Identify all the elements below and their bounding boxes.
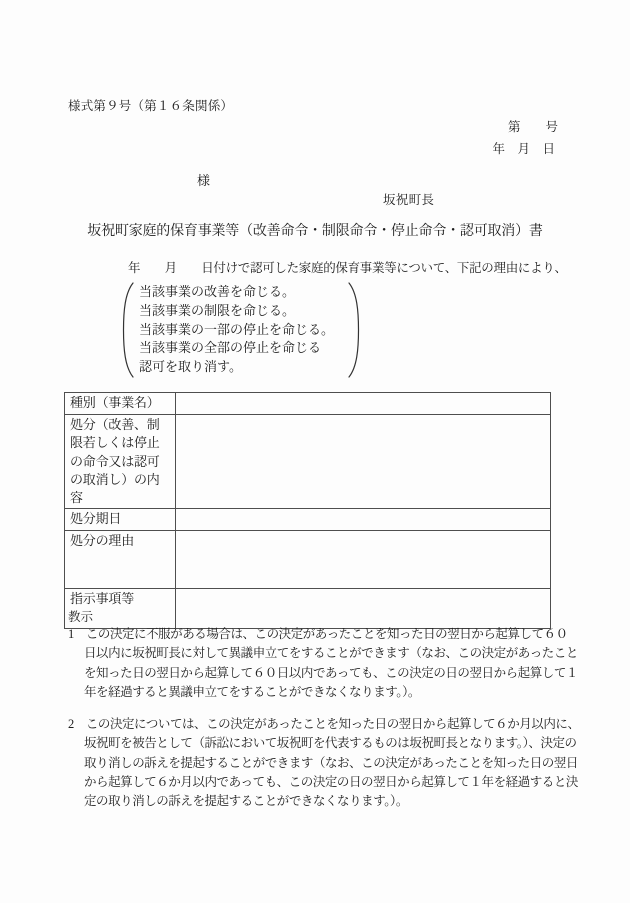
table-row-disposition-reason xyxy=(65,530,551,588)
right-paren-icon xyxy=(347,281,362,379)
option-revoke: 認可を取り消す。 xyxy=(139,359,242,375)
issuer-title: 坂祝町長 xyxy=(383,193,435,207)
disposition-options-group xyxy=(120,281,362,379)
document-date-line: 年 月 日 xyxy=(492,142,555,156)
option-partial-suspend: 当該事業の一部の停止を命じる。 xyxy=(139,321,335,337)
addressee-suffix: 様 xyxy=(197,173,211,188)
table-row-disposition-date xyxy=(65,509,551,530)
option-improve: 当該事業の改善を命じる。 xyxy=(139,284,296,299)
row-value-disposition-content xyxy=(176,415,551,509)
document-number-line: 第 号 xyxy=(507,120,558,134)
row-label-instructions: 指示事項等 xyxy=(65,588,176,628)
table-row-instructions xyxy=(65,588,551,628)
row-label-disposition-content: 処分（改善、制限若しくは停止の命令又は認可の取消し）の内容 xyxy=(65,415,176,509)
notice-p2-line: 定の取り消しの訴えを提起することができなくなります。）。 xyxy=(84,794,408,809)
row-value-type xyxy=(176,393,551,415)
notice-paragraph-1 xyxy=(68,625,580,702)
disposition-table xyxy=(64,392,551,629)
table-row-type xyxy=(65,393,551,415)
option-restrict: 当該事業の制限を命じる。 xyxy=(139,302,296,318)
notice-p2-line: 坂祝町を被告として（訴訟において坂祝町を代表するものは坂祝町長となります。）、決定の xyxy=(84,736,577,751)
notice-p1-line: 1 この決定に不服がある場合は、この決定があったことを知った日の翌日から起算して６０ xyxy=(68,627,568,641)
row-value-disposition-date xyxy=(176,509,551,530)
row-label-type: 種別（事業名） xyxy=(65,393,176,415)
notice-p1-line: 日以内に坂祝町長に対して異議申立てをすることができます（なお、この決定があったこと xyxy=(84,646,578,661)
row-value-instructions xyxy=(176,588,551,628)
notice-p1-line: 年を経過すると異議申立てをすることができなくなります。）。 xyxy=(84,684,420,699)
row-label-disposition-date: 処分期日 xyxy=(65,509,176,530)
disposition-options-list xyxy=(139,283,343,377)
form-number: 様式第９号（第１６条関係） xyxy=(68,99,234,113)
notice-paragraph-2 xyxy=(68,715,580,811)
document-title: 坂祝町家庭的保育事業等（改善命令・制限命令・停止命令・認可取消）書 xyxy=(87,224,543,239)
notice-p2-line: 2 この決定については、この決定があったことを知った日の翌日から起算して６か月以内に、 xyxy=(68,717,580,731)
notice-heading: 教示 xyxy=(68,610,94,624)
notice-p2-line: から起算して６か月以内であっても、この決定の日の翌日から起算して１年を経過すると決 xyxy=(84,774,578,789)
notice-p1-line: を知った日の翌日から起算して６０日以内であっても、この決定の日の翌日から起算して１ xyxy=(84,665,578,680)
row-value-disposition-reason xyxy=(176,530,551,588)
notice-p2-line: 取り消しの訴えを提起することができます（なお、この決定があったことを知った日の翌日 xyxy=(84,755,578,770)
table-row-disposition-content xyxy=(65,415,551,509)
intro-line: 年 月 日付けで認可した家庭的保育事業等について、下記の理由により、 xyxy=(128,261,567,275)
row-label-disposition-reason: 処分の理由 xyxy=(65,530,176,588)
left-paren-icon xyxy=(120,281,135,379)
option-full-suspend: 当該事業の全部の停止を命じる xyxy=(139,340,322,356)
